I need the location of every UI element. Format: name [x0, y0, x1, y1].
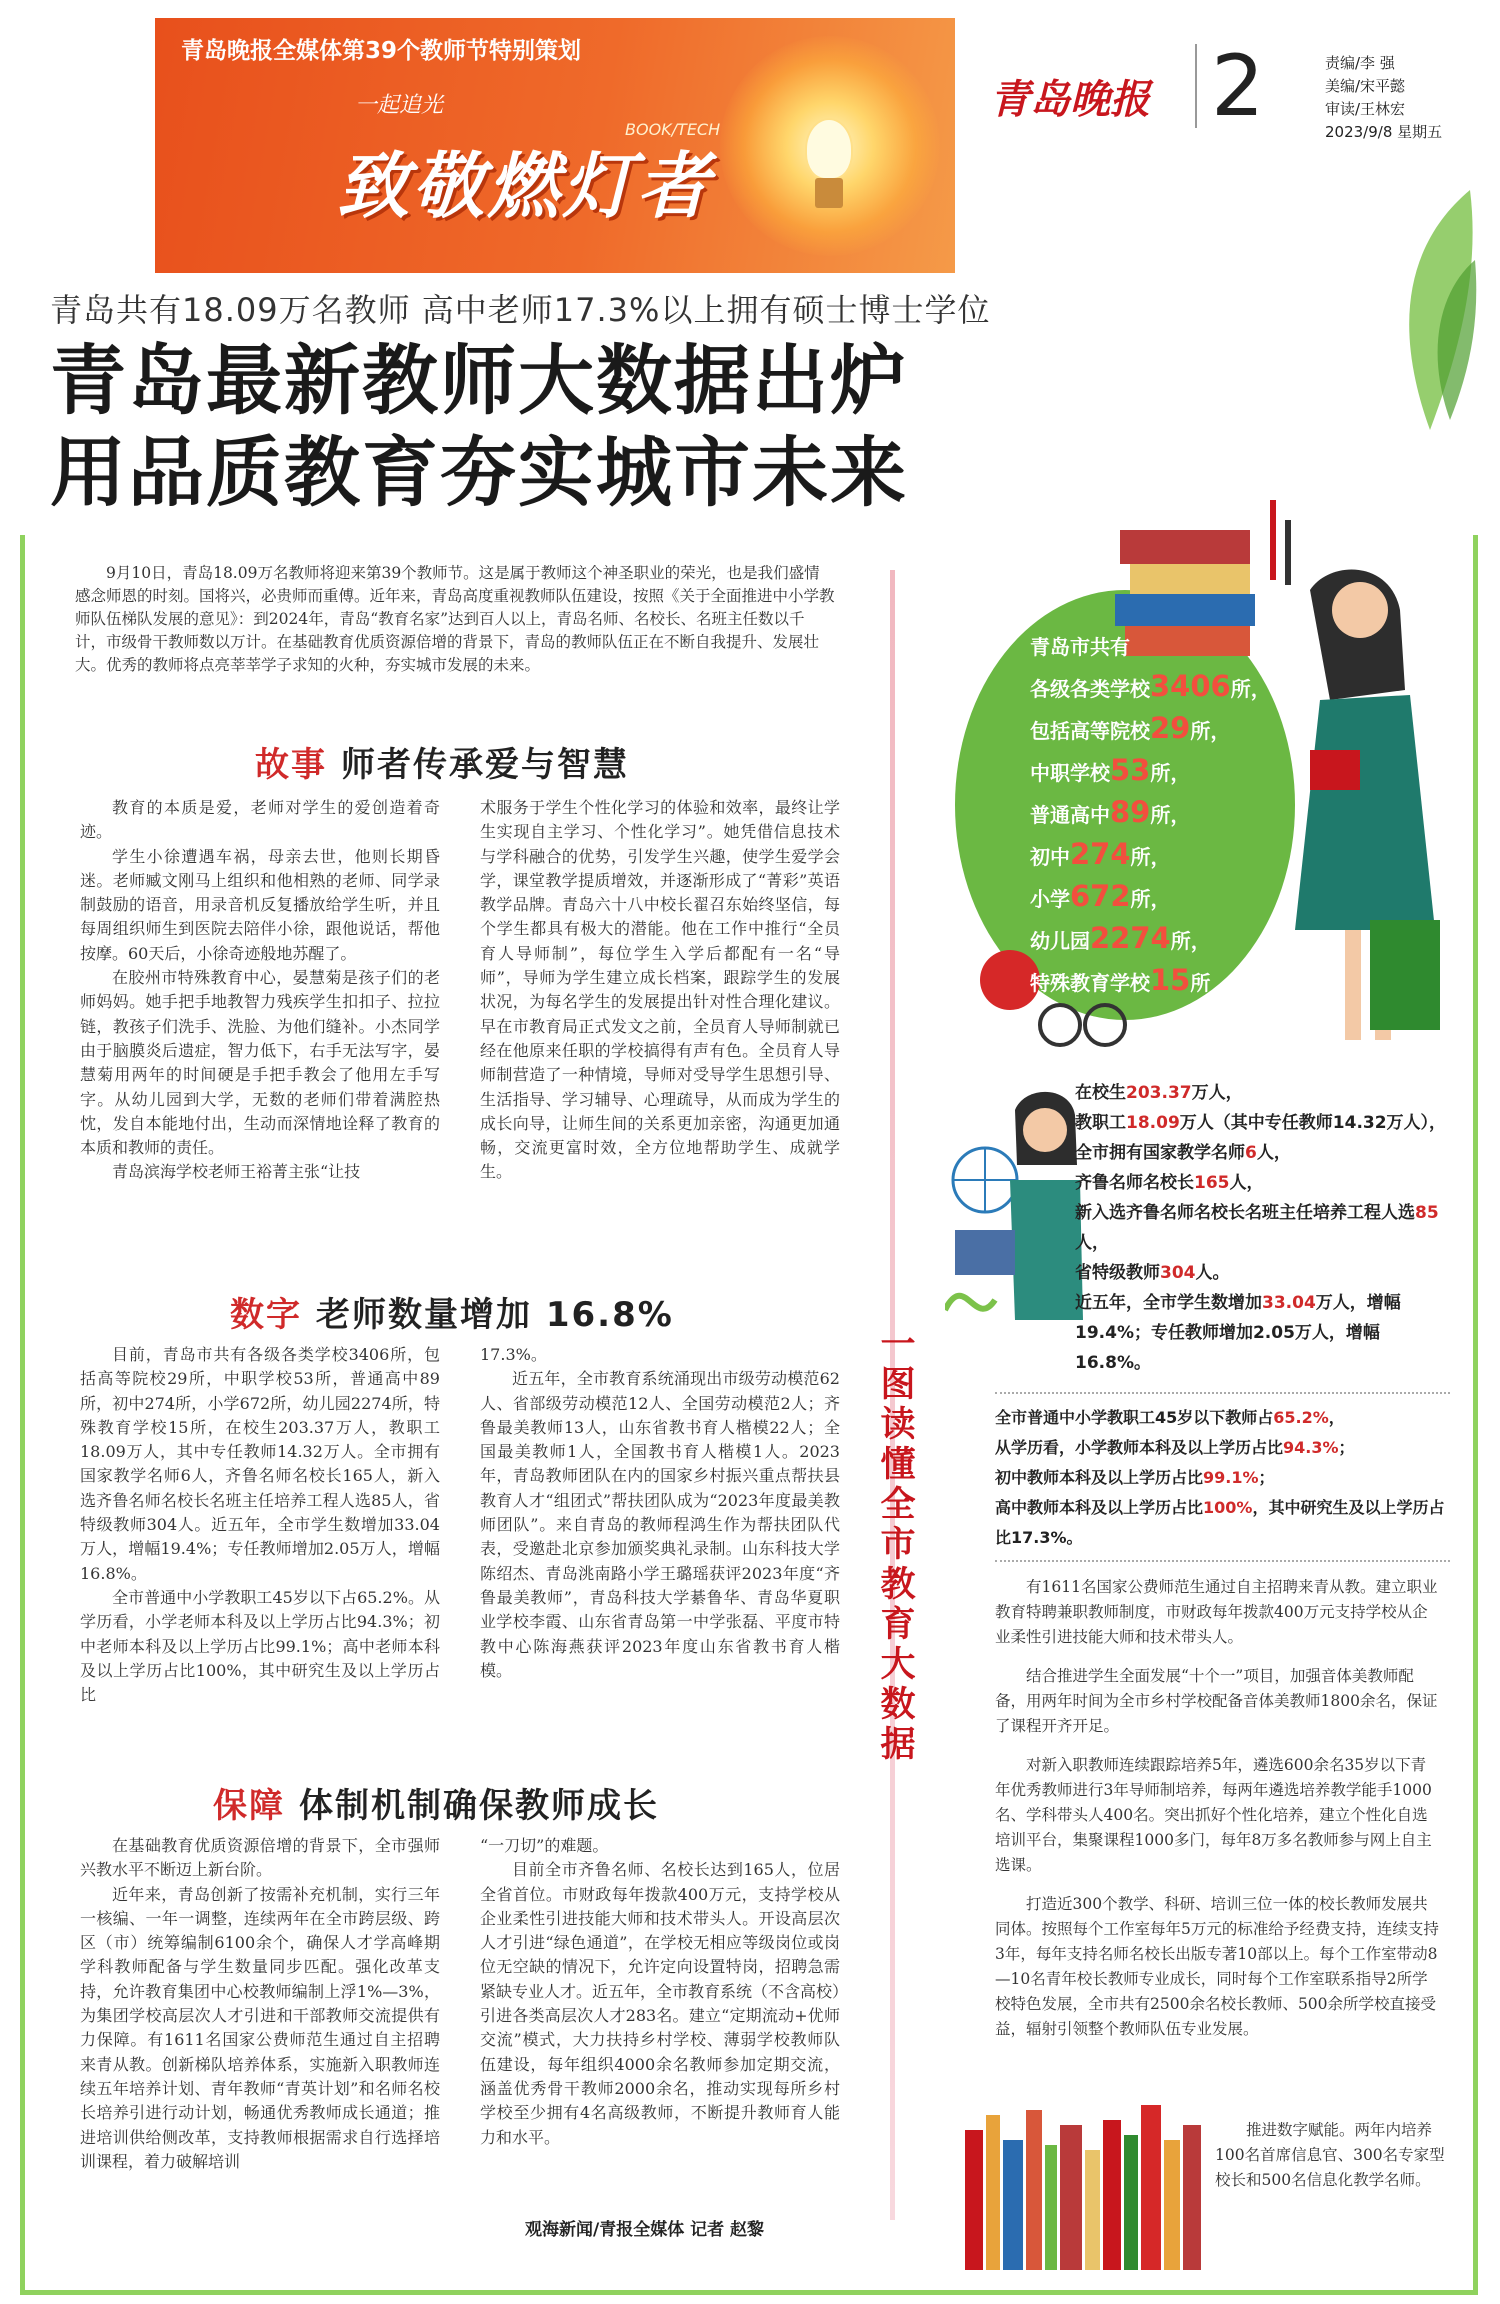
school-count-line: 特殊教育学校15所 — [1030, 963, 1211, 997]
paragraph: 目前，青岛市共有各级各类学校3406所，包括高等院校29所，中职学校53所，普通高中89所，初中274所，小学672所，幼儿园2274所，特殊教育学校15所，在校生203.37万人，教职工18.09万人，其中专任教师14.32万人。全市拥有国家教学名师6人，齐鲁名师名校长165人，新入选齐鲁名师名校长名班主任培养工程人选85人，省特级教师304人。近五年，全市学生数增加33.04万人，增幅19.4%；专任教师增加2.05万人，增幅16.8%。 — [80, 1345, 440, 1583]
story-column-left — [80, 796, 440, 1185]
byline: 观海新闻/青报全媒体 记者 赵黎 — [525, 2220, 765, 2240]
stat-line: 从学历看，小学教师本科及以上学历占比94.3%； — [995, 1438, 1355, 1457]
section-header-story — [255, 737, 629, 786]
paragraph: 教育的本质是爱，老师对学生的爱创造着奇迹。 — [80, 798, 440, 842]
teacher-stats — [1075, 1078, 1455, 1378]
stat-line: 全市普通中小学教职工45岁以下教师占65.2%， — [995, 1408, 1345, 1427]
school-count-line: 普通高中89所， — [1030, 795, 1191, 829]
paragraph: 在基础教育优质资源倍增的背景下，全市强师兴教水平不断迈上新台阶。 — [80, 1836, 440, 1880]
paragraph: 学生小徐遭遇车祸，母亲去世，他则长期昏迷。老师臧文刚马上组织和他相熟的老师、同学录制鼓励的语音，用录音机反复播放给学生听，并且每周组织师生到医院去陪伴小徐，跟他说话，帮他按摩。60天后，小徐奇迹般地苏醒了。 — [80, 846, 440, 963]
paragraph: 推进数字赋能。两年内培养100名首席信息官、300名专家型校长和500名信息化教学名师。 — [1215, 2121, 1445, 2189]
paragraph: 近五年，全市教育系统涌现出市级劳动模范62人、省部级劳动模范12人、全国劳动模范2人；齐鲁最美教师13人，山东省教书育人楷模22人；全国最美教师1人，全国教书育人楷模1人。2023年，青岛教师团队在内的国家乡村振兴重点帮扶县教育人才“组团式”帮扶团队成为“2023年度最美教师团队”。来自青岛的教师程鸿生作为帮扶团队代表，受邀赴北京参加颁奖典礼录制。山东科技大学陈绍杰、青岛洮南路小学王璐瑶获评2023年度“齐鲁最美教师”，青岛科技大学綦鲁华、青岛华夏职业学校李霞、山东省青岛第一中学张磊、平度市特教中心陈海燕获评2023年度山东省教书育人楷模。 — [480, 1369, 840, 1680]
stat-line: 初中教师本科及以上学历占比99.1%； — [995, 1468, 1275, 1487]
page-number: 2 — [1195, 44, 1264, 128]
paragraph: 全市普通中小学教职工45岁以下占65.2%。从学历看，小学老师本科及以上学历占比94.3%；初中老师本科及以上学历占比99.1%；高中老师本科及以上学历占比100%，其中研究生及以上学历占比 — [80, 1587, 440, 1705]
section-tag: 保障 — [213, 1786, 285, 1826]
headline — [50, 335, 908, 519]
school-count-line: 中职学校53所， — [1030, 753, 1191, 787]
leaf-decoration — [1370, 180, 1480, 440]
teacher-with-globe-illustration — [945, 1070, 1085, 1330]
editor-credit: 审读/王林宏 — [1325, 100, 1406, 118]
editor-credit: 责编/李 强 — [1325, 54, 1395, 72]
school-count-line: 初中274所， — [1030, 837, 1171, 871]
section-header-guarantee — [213, 1778, 659, 1827]
bookshelf-illustration — [960, 2100, 1210, 2275]
banner-slogan: 致敬燃灯者 — [337, 144, 713, 228]
stat-line: 在校生203.37万人， — [1075, 1083, 1243, 1103]
education-stats — [995, 1403, 1450, 1553]
paragraph: 有1611名国家公费师范生通过自主招聘来青从教。建立职业教育特聘兼职教师制度，市财政每年拨款400万元支持学校从企业柔性引进技能大师和技术带头人。 — [995, 1578, 1438, 1646]
intro-paragraph: 9月10日，青岛18.09万名教师将迎来第39个教师节。这是属于教师这个神圣职业的荣光，也是我们盛情感念师恩的时刻。国将兴，必贵师而重傅。近年来，青岛高度重视教师队伍建设，按照《关于全面推进中小学教师队伍梯队发展的意见》：到2024年，青岛“教育名家”达到百人以上，青岛名师、名校长、名班主任数以千计，市级骨干教师数以万计。在基础教育优质资源倍增的背景下，青岛的教师队伍正在不断自我提升、发展壮大。优秀的教师将点亮莘莘学子求知的火种，夯实城市发展的未来。 — [75, 564, 835, 674]
stat-line: 齐鲁名师名校长165人， — [1075, 1173, 1264, 1193]
section-title: 师者传承爱与智慧 — [341, 745, 629, 785]
paragraph: 目前全市齐鲁名师、名校长达到165人，位居全省首位。市财政每年拨款400万元，支持学校从企业柔性引进技能大师和技术带头人。开设高层次人才引进“绿色通道”，在学校无相应等级岗位或岗位无空缺的情况下，允许定向设置特岗，招聘急需紧缺专业人才。近五年，全市教育系统（不含高校）引进各类高层次人才283名。建立“定期流动+优师交流”模式，大力扶持乡村学校、薄弱学校教师队伍建设，每年组织4000余名教师参加定期交流，涵盖优秀骨干教师2000余名，推动实现每所乡村学校至少拥有4名高级教师，不断提升教师育人能力和水平。 — [480, 1860, 841, 2147]
stat-line: 全市拥有国家教学名师6人， — [1075, 1143, 1291, 1163]
digital-empowerment-paragraph — [1215, 2118, 1450, 2193]
school-count-line: 小学672所， — [1030, 879, 1171, 913]
stat-line: 教职工18.09万人（其中专任教师14.32万人）， — [1075, 1113, 1447, 1133]
banner-slogan-en: BOOK/TECH — [625, 120, 721, 139]
section-title: 老师数量增加 16.8% — [316, 1295, 674, 1335]
story-column-right — [480, 796, 840, 1185]
guarantee-column-right — [480, 1834, 840, 2150]
infographic-paragraphs — [995, 1575, 1440, 2042]
banner-slogan-small: 一起追光 — [355, 93, 444, 118]
paragraph: 近年来，青岛创新了按需补充机制，实行三年一核编、一年一调整，连续两年在全市跨层级、跨区（市）统筹编制6100余个，确保人才学高峰期学科教师配备与学生数量同步匹配。强化改革支持，允许教育集团中心校教师编制上浮1%—3%，为集团学校高层次人才引进和干部教师交流提供有力保障。有1611名国家公费师范生通过自主招聘来青从教。创新梯队培养体系，实施新入职教师连续五年培养计划、青年教师“青英计划”和名师名校长培养引进行动计划，畅通优秀教师成长通道；推进培训供给侧改革，支持教师根据需求自行选择培训课程，着力破解培训 — [80, 1884, 440, 2171]
paragraph: 17.3%。 — [480, 1345, 547, 1364]
number-column-left — [80, 1343, 440, 1707]
lightbulb-base-icon — [815, 178, 843, 208]
school-counts — [1030, 628, 1280, 997]
stat-line: 省特级教师304人。 — [1075, 1263, 1230, 1283]
headline-line: 用品质教育夯实城市未来 — [50, 428, 908, 517]
section-header-number — [230, 1287, 674, 1336]
section-tag: 故事 — [255, 745, 327, 785]
stat-line: 高中教师本科及以上学历占比100%，其中研究生及以上学历占比17.3%。 — [995, 1498, 1445, 1547]
newspaper-logo: 青岛晚报 — [990, 76, 1150, 123]
banner-special-title: 青岛晚报全媒体第39个教师节特别策划 — [181, 38, 582, 64]
editor-credits — [1325, 52, 1442, 144]
paragraph: 青岛滨海学校老师王裕菁主张“让技 — [112, 1162, 361, 1182]
school-count-line: 青岛市共有 — [1030, 635, 1130, 659]
school-count-line: 包括高等院校29所， — [1030, 711, 1231, 745]
header-banner — [155, 18, 955, 273]
paragraph: 打造近300个教学、科研、培训三位一体的校长教师发展共同体。按照每个工作室每年5万元的标准给予经费支持，连续支持3年，每年支持名师名校长出版专著10部以上。每个工作室带动8—10名青年校长教师专业成长，同时每个工作室联系指导2所学校特色发展，全市共有2500余名校长教师、500余所学校直接受益，辐射引领整个教师队伍专业发展。 — [995, 1895, 1439, 2038]
guarantee-column-left — [80, 1834, 440, 2174]
number-column-right — [480, 1343, 840, 1683]
section-title: 体制机制确保教师成长 — [299, 1786, 659, 1826]
paragraph: 对新入职教师连续跟踪培养5年，遴选600余名35岁以下青年优秀教师进行3年导师制培养，每两年遴选培养教学能手1000名、学科带头人400名。突出抓好个性化培养，建立个性化自选培训平台，集聚课程1000多门，每年8万多名教师参与网上自主选课。 — [995, 1756, 1432, 1874]
subtitle: 青岛共有18.09万名教师 高中老师17.3%以上拥有硕士博士学位 — [50, 291, 991, 329]
paragraph: 结合推进学生全面发展“十个一”项目，加强音体美教师配备，用两年时间为全市乡村学校配备音体美教师1800余名，保证了课程开齐开足。 — [995, 1667, 1438, 1735]
issue-date: 2023/9/8 星期五 — [1325, 123, 1443, 141]
paragraph: “一刀切”的难题。 — [480, 1836, 609, 1855]
dotted-divider — [995, 1560, 1450, 1562]
school-count-line: 幼儿园2274所， — [1030, 921, 1211, 955]
section-tag: 数字 — [230, 1295, 302, 1335]
headline-line: 青岛最新教师大数据出炉 — [50, 336, 908, 425]
dotted-divider — [995, 1392, 1450, 1394]
infographic-vertical-title: 一图读懂全市教育大数据 — [880, 1325, 916, 1765]
stat-line: 近五年，全市学生数增加33.04万人，增幅19.4%；专任教师增加2.05万人，增幅16.8%。 — [1075, 1293, 1401, 1373]
paragraph: 在胶州市特殊教育中心，晏慧菊是孩子们的老师妈妈。她手把手地教智力残疾学生扣扣子、拉拉链，教孩子们洗手、洗脸、为他们缝补。小杰同学由于脑膜炎后遗症，智力低下，右手无法写字，晏慧菊用两年的时间硬是手把手教会了他用左手写字。从幼儿园到大学，无数的老师们带着满腔热忱，发自本能地付出，生动而深情地诠释了教育的本质和教师的责任。 — [80, 968, 440, 1158]
stat-line: 新入选齐鲁名师名校长名班主任培养工程人选85人， — [1075, 1203, 1439, 1253]
editor-credit: 美编/宋平懿 — [1325, 77, 1406, 95]
lightbulb-icon — [805, 118, 853, 180]
paragraph: 术服务于学生个性化学习的体验和效率，最终让学生实现自主学习、个性化学习”。她凭借信息技术与学科融合的优势，引发学生兴趣，使学生爱学会学，课堂教学提质增效，并逐渐形成了“菁彩”英语教学品牌。青岛六十八中校长翟召东始终坚信，每个学生都具有极大的潜能。他在工作中推行“全员育人导师制”，每位学生入学后都配有一名“导师”，导师为学生建立成长档案，跟踪学生的发展状况，为每名学生的发展提出针对性合理化建议。早在市教育局正式发文之前，全员育人导师制就已经在他原来任职的学校搞得有声有色。全员育人导师制营造了一种情境，导师对受导学生思想引导、生活指导、学习辅导、心理疏导，从而成为学生的成长向导，让师生间的关系更加亲密，沟通更加通畅，交流更富时效，全方位地帮助学生、成就学生。 — [480, 798, 840, 1182]
school-count-line: 各级各类学校3406所， — [1030, 669, 1271, 703]
